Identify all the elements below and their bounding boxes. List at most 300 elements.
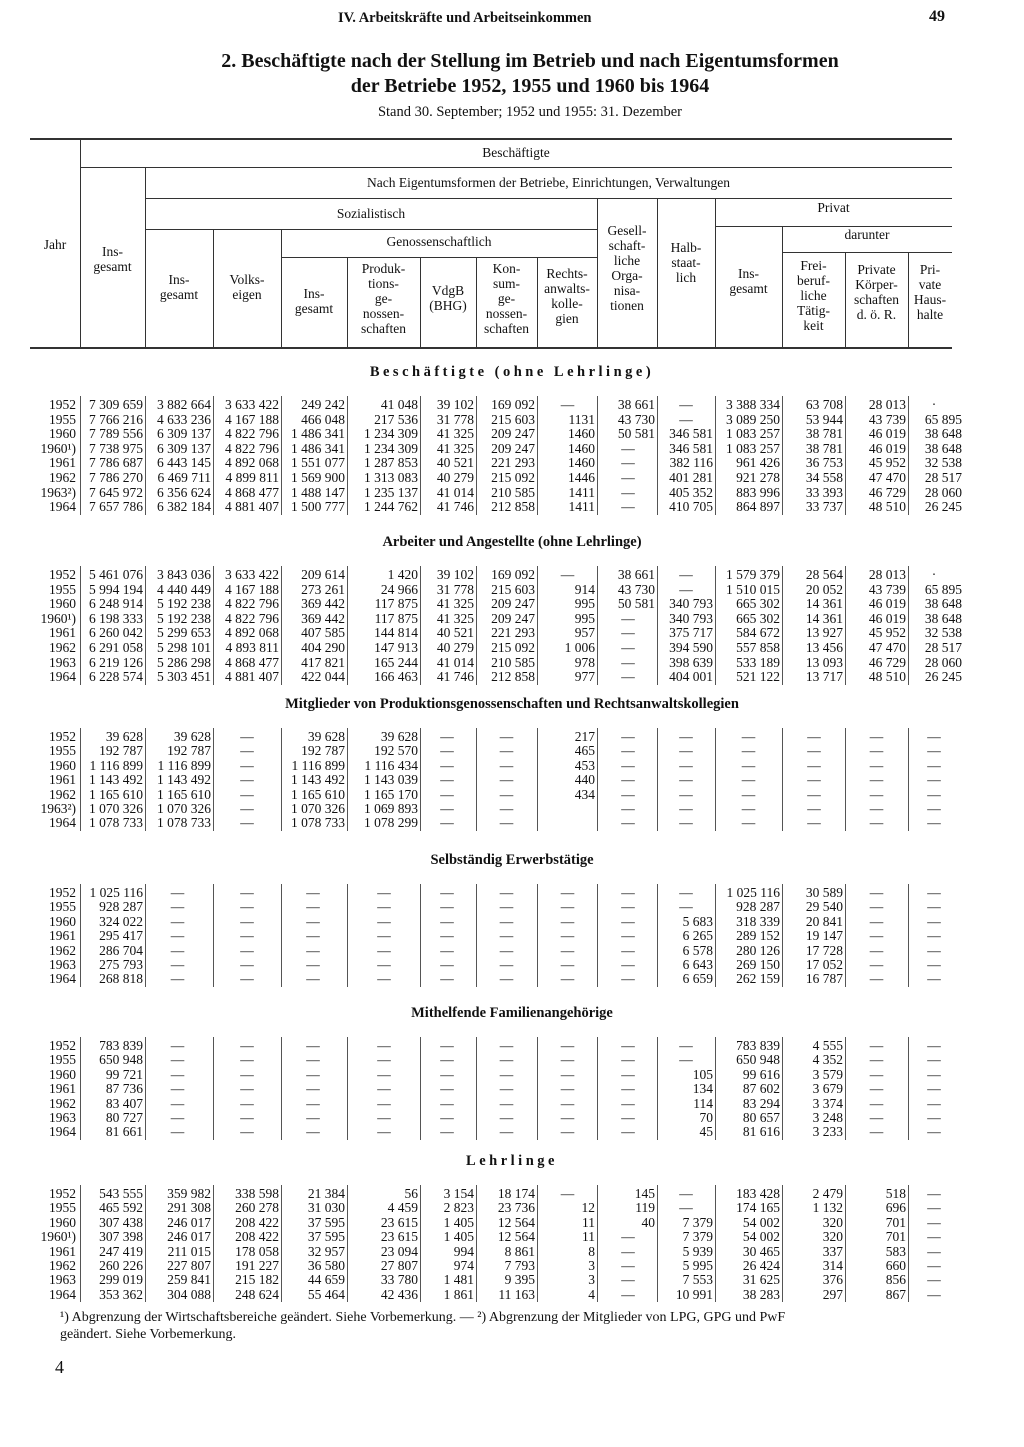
data-cell: 299 019 — [99, 1272, 143, 1287]
data-cell: 1 405 — [443, 1215, 474, 1230]
data-cell: — — [927, 1096, 941, 1111]
section-title: Mithelfende Familienangehörige — [411, 1005, 613, 1021]
col-jahr: Jahr — [43, 237, 67, 252]
data-cell: — — [560, 1052, 575, 1067]
data-cell: — — [240, 885, 254, 900]
data-cell: 4 822 796 — [225, 426, 279, 441]
data-cell: — — [240, 1110, 254, 1125]
data-cell: 215 603 — [491, 582, 535, 597]
data-cell: 1411 — [568, 499, 595, 514]
data-cell: 1 510 015 — [726, 582, 780, 597]
year-cell: 1963 — [49, 1272, 76, 1287]
data-cell: — — [499, 1067, 514, 1082]
data-cell: 404 001 — [669, 669, 713, 684]
data-cell: 1 486 341 — [291, 426, 345, 441]
data-cell: 39 102 — [436, 397, 474, 412]
table-row — [0, 670, 1024, 684]
data-cell: — — [927, 1110, 941, 1125]
data-cell: 1131 — [568, 412, 595, 427]
data-cell: 1 861 — [443, 1287, 474, 1302]
year-cell: 1963²) — [40, 485, 76, 500]
data-cell: — — [621, 1287, 635, 1302]
data-cell: — — [499, 957, 514, 972]
data-cell: 346 581 — [669, 441, 713, 456]
data-cell: 557 858 — [736, 640, 780, 655]
data-cell: 1 500 777 — [291, 499, 345, 514]
data-cell: 41 325 — [436, 426, 474, 441]
data-cell: 166 463 — [374, 669, 418, 684]
year-cell: 1960¹) — [40, 441, 76, 456]
col-vdgb-bhg: VdgB (BHG) — [429, 283, 467, 313]
data-cell: — — [440, 758, 454, 773]
data-cell: — — [499, 1052, 514, 1067]
chapter-header: IV. Arbeitskräfte und Arbeitseinkommen — [338, 10, 592, 26]
data-cell: 246 017 — [167, 1215, 211, 1230]
table-row — [0, 944, 1024, 958]
data-cell: 40 279 — [436, 640, 474, 655]
data-cell: — — [927, 1258, 941, 1273]
table-row — [0, 641, 1024, 655]
data-cell: — — [377, 1052, 391, 1067]
data-cell: 31 030 — [307, 1200, 345, 1215]
data-cell: 13 093 — [805, 655, 843, 670]
data-cell: — — [377, 914, 391, 929]
data-cell: 87 602 — [742, 1081, 780, 1096]
data-cell: 1 116 434 — [364, 758, 418, 773]
data-cell: — — [621, 455, 635, 470]
footnote-line1: ¹) Abgrenzung der Wirtschaftsbereiche geändert. Siehe Vorbemerkung. — ²) Abgrenzung der Mitglieder von LPG, GPG und PwF — [60, 1310, 786, 1325]
data-cell: — — [560, 928, 575, 943]
data-cell: — — [560, 1186, 575, 1201]
data-cell: 43 739 — [868, 412, 906, 427]
data-cell: 119 — [635, 1200, 655, 1215]
data-cell: — — [927, 1272, 941, 1287]
col-divider-sozialistisch — [145, 167, 146, 347]
data-cell: 6 309 137 — [157, 441, 211, 456]
data-cell: 1 006 — [564, 640, 595, 655]
table-row — [0, 612, 1024, 626]
data-cell: 47 470 — [868, 470, 906, 485]
table-row — [0, 1068, 1024, 1082]
data-cell: 48 510 — [868, 669, 906, 684]
data-cell: — — [170, 1038, 185, 1053]
data-cell: 41 325 — [436, 441, 474, 456]
data-cell: — — [869, 787, 884, 802]
data-cell: 4 633 236 — [157, 412, 211, 427]
data-cell: — — [499, 1038, 514, 1053]
data-cell: 1460 — [568, 441, 595, 456]
data-cell: 4 868 477 — [225, 485, 279, 500]
data-cell: 1460 — [568, 455, 595, 470]
data-cell: 54 002 — [742, 1229, 780, 1244]
year-cell: 1952 — [49, 885, 76, 900]
data-cell: 23 615 — [380, 1215, 418, 1230]
data-cell: 346 581 — [669, 426, 713, 441]
data-cell: 215 603 — [491, 412, 535, 427]
year-cell: 1952 — [49, 397, 76, 412]
data-cell: 1 569 900 — [291, 470, 345, 485]
data-cell: — — [377, 1081, 391, 1096]
data-cell: — — [499, 787, 514, 802]
data-cell: — — [869, 971, 884, 986]
data-cell: 169 092 — [491, 567, 535, 582]
data-cell: 1 116 899 — [157, 758, 211, 773]
data-cell: — — [621, 499, 635, 514]
data-cell: — — [869, 957, 884, 972]
data-cell: — — [170, 1052, 185, 1067]
table-row — [0, 816, 1024, 830]
data-cell: 192 787 — [99, 743, 143, 758]
col-sozialistisch-insgesamt: Ins- gesamt — [159, 272, 199, 302]
data-cell: 41 048 — [380, 397, 418, 412]
data-cell: — — [927, 971, 941, 986]
data-cell: — — [869, 801, 884, 816]
data-cell: 4 440 449 — [157, 582, 211, 597]
data-cell: 1 143 492 — [89, 772, 143, 787]
data-cell: 40 521 — [436, 625, 474, 640]
data-cell: 17 052 — [805, 957, 843, 972]
data-cell: 340 793 — [669, 611, 713, 626]
data-cell: — — [499, 885, 514, 900]
year-cell: 1960 — [49, 1215, 76, 1230]
data-cell: 5 299 653 — [157, 625, 211, 640]
data-cell: — — [440, 1052, 454, 1067]
data-cell: — — [679, 582, 693, 597]
data-cell: 117 875 — [374, 596, 418, 611]
data-cell: 63 708 — [805, 397, 843, 412]
data-cell: 12 564 — [497, 1215, 535, 1230]
table-row — [0, 1273, 1024, 1287]
data-cell: — — [621, 758, 635, 773]
data-cell: 37 595 — [307, 1229, 345, 1244]
data-cell: — — [170, 1124, 185, 1139]
data-cell: 867 — [885, 1287, 906, 1302]
col-konsumgenossenschaften: Kon- sum- ge- nossen- schaften — [484, 261, 529, 336]
data-cell: — — [377, 885, 391, 900]
data-cell: 3 882 664 — [157, 397, 211, 412]
data-cell: 1 234 309 — [364, 426, 418, 441]
year-cell: 1962 — [49, 640, 76, 655]
data-cell: — — [170, 928, 185, 943]
table-row — [0, 456, 1024, 470]
data-cell: 405 352 — [669, 485, 713, 500]
data-cell: 6 659 — [682, 971, 713, 986]
data-cell: — — [869, 885, 884, 900]
data-cell: 407 585 — [301, 625, 345, 640]
data-cell: — — [170, 1067, 185, 1082]
data-cell: — — [869, 815, 884, 830]
data-cell: — — [741, 815, 756, 830]
data-cell: — — [621, 640, 635, 655]
data-cell: 209 247 — [491, 426, 535, 441]
data-cell: 38 781 — [805, 426, 843, 441]
data-cell: — — [679, 1200, 693, 1215]
year-cell: 1955 — [49, 582, 76, 597]
table-row — [0, 802, 1024, 816]
data-cell: — — [679, 772, 693, 787]
data-cell: 50 581 — [617, 426, 655, 441]
data-cell: 247 419 — [99, 1244, 143, 1259]
data-cell: 65 895 — [924, 412, 962, 427]
data-cell: 6 198 333 — [89, 611, 143, 626]
table-row — [0, 1082, 1024, 1096]
data-cell: 1 488 147 — [291, 485, 345, 500]
data-cell: 26 245 — [924, 499, 962, 514]
data-cell: 7 789 556 — [89, 426, 143, 441]
data-cell: 375 717 — [669, 625, 713, 640]
col-genossenschaftlich-insgesamt: Ins- gesamt — [294, 286, 334, 316]
data-cell: 31 778 — [436, 582, 474, 597]
data-cell: — — [927, 1287, 941, 1302]
year-cell: 1955 — [49, 899, 76, 914]
data-cell: — — [679, 815, 693, 830]
data-cell: 1 078 299 — [364, 815, 418, 830]
data-cell: — — [440, 1067, 454, 1082]
col-sozialistisch: Sozialistisch — [336, 206, 406, 221]
data-cell: 41 325 — [436, 596, 474, 611]
data-cell: — — [240, 899, 254, 914]
data-cell: — — [869, 758, 884, 773]
data-cell: — — [440, 928, 454, 943]
data-cell: 1 551 077 — [291, 455, 345, 470]
data-cell: 262 159 — [736, 971, 780, 986]
data-cell: 3 388 334 — [726, 397, 780, 412]
data-cell: 978 — [574, 655, 595, 670]
table-row — [0, 597, 1024, 611]
data-cell: 4 893 811 — [225, 640, 279, 655]
table-row — [0, 471, 1024, 485]
data-cell: 1 287 853 — [364, 455, 418, 470]
data-cell: — — [621, 470, 635, 485]
data-cell: 783 839 — [99, 1038, 143, 1053]
data-cell: 320 — [822, 1229, 843, 1244]
data-cell: — — [560, 1067, 575, 1082]
data-cell: 3 — [588, 1258, 595, 1273]
data-cell: — — [869, 928, 884, 943]
col-volkseigen: Volks- eigen — [229, 272, 265, 302]
data-cell: 212 858 — [491, 499, 535, 514]
data-cell: 584 672 — [736, 625, 780, 640]
data-cell: — — [306, 1052, 320, 1067]
data-cell: — — [560, 943, 575, 958]
col-private-haushalte: Pri- vate Haus- halte — [913, 262, 947, 322]
data-cell: — — [927, 1229, 941, 1244]
data-cell: — — [440, 772, 454, 787]
data-cell: 521 122 — [736, 669, 780, 684]
data-cell: — — [927, 1186, 941, 1201]
data-cell: 1 069 893 — [364, 801, 418, 816]
data-cell: 28 060 — [924, 485, 962, 500]
data-cell: — — [170, 899, 185, 914]
data-cell: 209 247 — [491, 441, 535, 456]
data-cell: — — [621, 1124, 635, 1139]
data-cell: — — [499, 801, 514, 816]
table-row — [0, 500, 1024, 514]
data-cell: 6 265 — [682, 928, 713, 943]
data-cell: 665 302 — [736, 611, 780, 626]
data-cell: — — [679, 758, 693, 773]
data-cell: 221 293 — [491, 625, 535, 640]
data-cell: — — [306, 1038, 320, 1053]
data-cell: 178 058 — [235, 1244, 279, 1259]
data-cell: — — [807, 743, 821, 758]
header-bottom-rule — [30, 347, 952, 349]
data-cell: — — [741, 787, 756, 802]
data-cell: 11 — [582, 1215, 595, 1230]
data-cell: 273 261 — [301, 582, 345, 597]
data-cell: 5 994 194 — [89, 582, 143, 597]
data-cell: 29 540 — [805, 899, 843, 914]
data-cell: — — [240, 815, 254, 830]
data-cell: — — [621, 1258, 635, 1273]
data-cell: — — [499, 1081, 514, 1096]
year-cell: 1963 — [49, 957, 76, 972]
footnote-line2: geändert. Siehe Vorbemerkung. — [60, 1327, 236, 1342]
data-cell: 20 052 — [805, 582, 843, 597]
data-cell: 99 721 — [105, 1067, 143, 1082]
data-cell: 307 398 — [99, 1229, 143, 1244]
data-cell: — — [499, 928, 514, 943]
data-cell: 3 248 — [812, 1110, 843, 1125]
data-cell: 3 843 036 — [157, 567, 211, 582]
data-cell: — — [240, 758, 254, 773]
data-cell: — — [440, 787, 454, 802]
data-cell: 42 436 — [380, 1287, 418, 1302]
data-cell: — — [240, 914, 254, 929]
data-cell: — — [377, 1096, 391, 1111]
data-cell: 3 089 250 — [726, 412, 780, 427]
data-cell: 4 881 407 — [225, 669, 279, 684]
data-cell: 3 579 — [812, 1067, 843, 1082]
data-cell: 6 309 137 — [157, 426, 211, 441]
data-cell: — — [679, 899, 693, 914]
data-cell: — — [306, 957, 320, 972]
data-cell: 394 590 — [669, 640, 713, 655]
data-cell: 3 — [588, 1272, 595, 1287]
data-cell: — — [306, 971, 320, 986]
data-cell: 914 — [574, 582, 595, 597]
data-cell: — — [741, 729, 756, 744]
col-produktionsgenossenschaften: Produk- tions- ge- nossen- schaften — [361, 261, 406, 336]
data-cell: 5 683 — [682, 914, 713, 929]
data-cell: 1 165 610 — [89, 787, 143, 802]
data-cell: — — [621, 1096, 635, 1111]
data-cell: 134 — [692, 1081, 713, 1096]
data-cell: · — [931, 567, 937, 582]
data-cell: — — [560, 885, 575, 900]
data-cell: 6 643 — [682, 957, 713, 972]
data-cell: 12 564 — [497, 1229, 535, 1244]
data-cell: — — [621, 611, 635, 626]
data-cell: 208 422 — [235, 1229, 279, 1244]
data-cell: 211 015 — [167, 1244, 211, 1259]
data-cell: 4 — [588, 1287, 595, 1302]
data-cell: 289 152 — [736, 928, 780, 943]
col-privat-insgesamt: Ins- gesamt — [729, 266, 768, 296]
data-cell: 46 019 — [868, 611, 906, 626]
col-rechtsanwaltskollegien: Rechts- anwalts- kolle- gien — [544, 266, 590, 326]
data-cell: 280 126 — [736, 943, 780, 958]
data-cell: — — [440, 899, 454, 914]
data-cell: 7 786 270 — [89, 470, 143, 485]
data-cell: 40 521 — [436, 455, 474, 470]
data-cell: — — [377, 1110, 391, 1125]
data-cell: 5 192 238 — [157, 596, 211, 611]
data-cell: 1 143 039 — [364, 772, 418, 787]
data-cell: — — [927, 815, 941, 830]
data-cell: 1 116 899 — [89, 758, 143, 773]
section-title: Arbeiter und Angestellte (ohne Lehrlinge) — [382, 534, 642, 550]
data-cell: 974 — [453, 1258, 474, 1273]
data-cell: 28 013 — [868, 567, 906, 582]
data-cell: — — [869, 1096, 884, 1111]
data-cell: — — [560, 971, 575, 986]
data-cell: 209 247 — [491, 611, 535, 626]
data-cell: 1 313 083 — [364, 470, 418, 485]
data-cell: 259 841 — [167, 1272, 211, 1287]
data-cell: — — [377, 943, 391, 958]
data-cell: 994 — [453, 1244, 474, 1259]
col-darunter: darunter — [844, 227, 890, 242]
data-cell: 41 014 — [436, 655, 474, 670]
data-cell: 921 278 — [736, 470, 780, 485]
data-cell: 45 952 — [868, 455, 906, 470]
data-cell: 41 014 — [436, 485, 474, 500]
table-row — [0, 1097, 1024, 1111]
data-cell: — — [741, 772, 756, 787]
data-cell: 9 395 — [504, 1272, 535, 1287]
data-cell: — — [807, 772, 821, 787]
data-cell: — — [679, 1186, 693, 1201]
data-cell: 6 260 042 — [89, 625, 143, 640]
page-number: 49 — [929, 8, 945, 25]
data-cell: 41 746 — [436, 669, 474, 684]
data-cell: — — [499, 1124, 514, 1139]
data-cell: 783 839 — [736, 1038, 780, 1053]
data-cell: 4 892 068 — [225, 455, 279, 470]
data-cell: 1460 — [568, 426, 595, 441]
data-cell: 30 589 — [805, 885, 843, 900]
data-cell: — — [560, 957, 575, 972]
data-cell: — — [560, 1096, 575, 1111]
data-cell: — — [499, 815, 514, 830]
data-cell: 144 814 — [374, 625, 418, 640]
table-row — [0, 929, 1024, 943]
data-cell: — — [377, 928, 391, 943]
data-cell: 359 982 — [167, 1186, 211, 1201]
data-cell: 1 078 733 — [157, 815, 211, 830]
col-private-koerperschaften: Private Körper- schaften d. ö. R. — [854, 262, 899, 322]
data-cell: 38 781 — [805, 441, 843, 456]
year-cell: 1955 — [49, 1200, 76, 1215]
table-title-line2: der Betriebe 1952, 1955 und 1960 bis 1964 — [350, 75, 710, 97]
table-row — [0, 1187, 1024, 1201]
section-title: Selbständig Erwerbstätige — [430, 852, 594, 868]
data-cell: — — [621, 801, 635, 816]
data-cell: 23 615 — [380, 1229, 418, 1244]
data-cell: 583 — [885, 1244, 906, 1259]
data-cell: 1 244 762 — [364, 499, 418, 514]
data-cell: 80 657 — [742, 1110, 780, 1125]
data-cell: — — [499, 899, 514, 914]
rule-under-darunter — [782, 252, 952, 253]
data-cell: 3 154 — [443, 1186, 474, 1201]
year-cell: 1960 — [49, 914, 76, 929]
data-cell: 33 737 — [805, 499, 843, 514]
data-cell: — — [170, 957, 185, 972]
year-cell: 1963 — [49, 1110, 76, 1125]
data-cell: 275 793 — [99, 957, 143, 972]
